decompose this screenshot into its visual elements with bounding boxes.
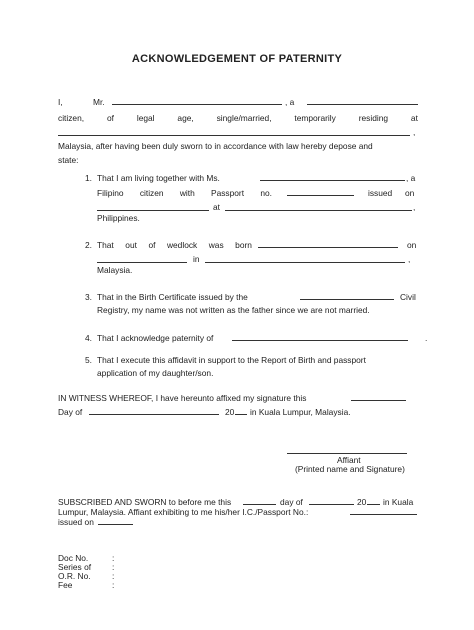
birth-place-line[interactable] [205,262,405,263]
item-2-number: 2. [85,240,92,250]
name-line[interactable] [112,104,282,105]
footer-colon-2: : [112,562,115,572]
item-4-number: 4. [85,333,92,343]
footer-or-no: O.R. No. [58,571,91,581]
issue-date-line[interactable] [97,210,209,211]
item-1-issued: issued [368,188,393,198]
intro-i: I, [58,97,63,107]
address-line[interactable] [58,135,410,136]
item-5-text-b: application of my daughter/son. [97,368,214,378]
passport-number-line[interactable] [287,195,354,196]
item-1-text-b: Filipino citizen with Passport no. [97,188,272,198]
affiant-label: Affiant [337,455,361,465]
partner-name-line[interactable] [260,180,405,181]
witness-text-a: IN WITNESS WHEREOF, I have hereunto affixed my signature this [58,393,307,403]
subscribed-text-b1: Lumpur, Malaysia. Affiant exhibiting to me his/her I.C./Passport No.: [58,507,309,517]
witness-month-line[interactable] [89,414,219,415]
intro-row2: citizen, of legal age, single/married, temporarily residing at [58,113,418,123]
subscribed-issued-on: issued on [58,517,94,527]
subscribed-month-line[interactable] [309,504,354,505]
item-1-text-a-end: , a [406,173,416,183]
item-4-end: . [425,333,428,343]
item-2-text-c: Malaysia. [97,265,133,275]
subscribed-text-a1: SUBSCRIBED AND SWORN to before me this [58,497,232,507]
acknowledged-child-line[interactable] [232,340,408,341]
footer-colon-1: : [112,553,115,563]
witness-day-line[interactable] [351,400,406,401]
subscribed-day-of: day of [280,497,303,507]
subscribed-year-line[interactable] [367,504,380,505]
item-1-text-d: Philippines. [97,213,140,223]
item-3-text-a-end: Civil [400,292,416,302]
footer-fee: Fee [58,580,73,590]
item-5-text-a: That I execute this affidavit in support to the Report of Birth and passport [97,355,366,365]
item-3-number: 3. [85,292,92,302]
item-5-number: 5. [85,355,92,365]
address-comma: , [413,127,416,137]
issuing-registry-line[interactable] [300,299,394,300]
intro-comma-a: , a [285,97,295,107]
footer-doc-no: Doc No. [58,553,89,563]
item-2-text-a: That out of wedlock was born [97,240,252,250]
intro-mr: Mr. [93,97,105,107]
item-1-on: on [405,188,415,198]
issue-place-line[interactable] [225,210,412,211]
birth-date-line[interactable] [97,262,187,263]
child-name-line[interactable] [258,247,398,248]
witness-year-line[interactable] [235,414,247,415]
witness-end: in Kuala Lumpur, Malaysia. [250,407,351,417]
intro-row5: state: [58,155,79,165]
item-3-text-a: That in the Birth Certificate issued by the [97,292,248,302]
subscribed-day-line[interactable] [243,504,276,505]
witness-day-of: Day of [58,407,83,417]
item-1-comma: , [413,202,416,212]
item-3-text-b: Registry, my name was not written as the father since we are not married. [97,305,370,315]
item-1-text-a: That I am living together with Ms. [97,173,220,183]
witness-20: 20 [225,407,235,417]
nationality-line[interactable] [307,104,418,105]
subscribed-20: 20 [357,497,367,507]
footer-colon-3: : [112,571,115,581]
item-4-text: That I acknowledge paternity of [97,333,214,343]
item-2-in: in [193,254,200,264]
subscribed-kuala: in Kuala [383,497,414,507]
affiant-signature-line[interactable] [287,453,407,454]
item-1-number: 1. [85,173,92,183]
item-1-at: at [213,202,220,212]
passport-no-line[interactable] [350,514,417,515]
printed-name-label: (Printed name and Signature) [295,464,405,474]
subscribed-issued-line[interactable] [98,524,133,525]
footer-series-of: Series of [58,562,92,572]
intro-row4: Malaysia, after having been duly sworn to in accordance with law hereby depose and [58,141,373,151]
item-2-on: on [407,240,417,250]
footer-colon-4: : [112,580,115,590]
document-title: ACKNOWLEDGEMENT OF PATERNITY [131,53,343,65]
item-2-end: , [408,254,411,264]
